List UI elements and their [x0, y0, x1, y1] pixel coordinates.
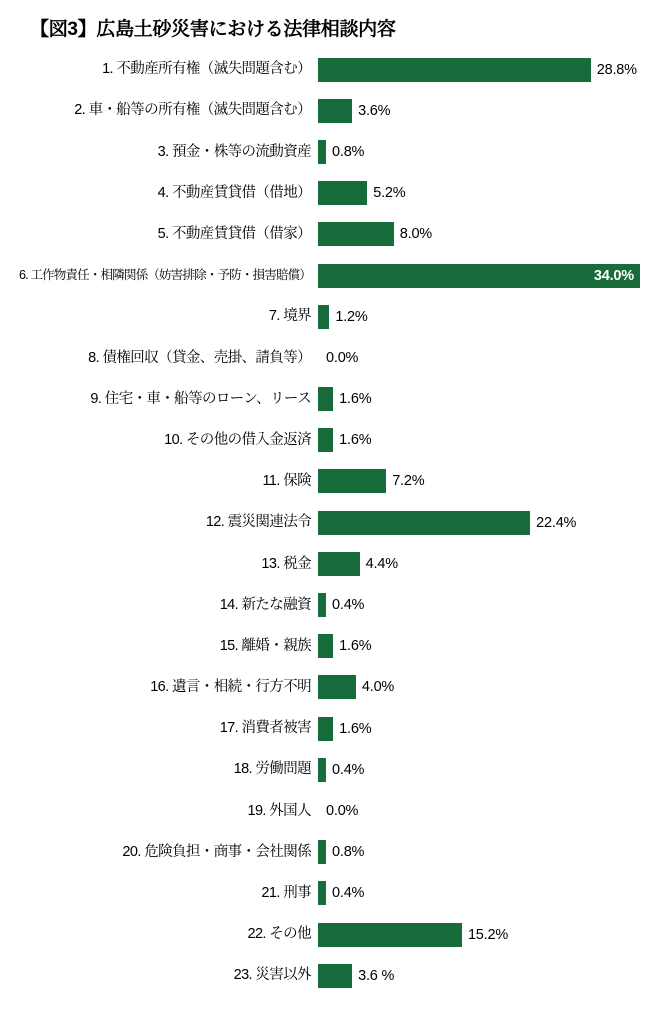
category-label: 11. 保険 — [262, 473, 311, 490]
category-label: 14. 新たな融資 — [219, 596, 311, 613]
bar-wrap — [318, 552, 398, 576]
bar-value-label: 7.2% — [392, 473, 425, 490]
bar-area — [318, 502, 662, 543]
category-label: 2. 車・船等の所有権（滅失問題含む） — [74, 102, 311, 119]
category-label: 1. 不動産所有権（滅失問題含む） — [102, 61, 311, 78]
category-label: 20. 危険負担・商事・会社関係 — [122, 843, 311, 860]
bar-wrap — [318, 634, 371, 658]
bar-wrap — [318, 305, 368, 329]
bar-area — [318, 379, 662, 420]
bar-row — [8, 296, 662, 337]
bar-wrap — [318, 964, 394, 988]
bar-value-label: 15.2% — [467, 926, 509, 943]
bar-area — [318, 873, 662, 914]
bar-value-label: 28.8% — [596, 61, 637, 78]
chart-title: 【図3】広島土砂災害における法律相談内容 — [30, 19, 396, 40]
bar-row — [8, 914, 662, 955]
bar-value-label: 0.4% — [332, 761, 365, 778]
bar-row — [8, 214, 662, 255]
bar-row — [8, 420, 662, 461]
bar-area — [318, 337, 662, 378]
bar-row — [8, 90, 662, 131]
bar-row — [8, 337, 662, 378]
bar — [318, 58, 591, 82]
bar-value-label: 0.8% — [332, 844, 365, 861]
bar-area — [318, 461, 662, 502]
category-label: 7. 境界 — [268, 308, 311, 325]
bar — [318, 222, 394, 246]
bar-wrap — [318, 469, 424, 493]
bar-wrap — [318, 511, 576, 535]
bar-area — [318, 832, 662, 873]
bar-rows — [8, 49, 662, 1025]
bar-area — [318, 214, 662, 255]
category-label: 17. 消費者被害 — [219, 720, 311, 737]
bar-row — [8, 49, 662, 90]
bar-wrap — [318, 99, 390, 123]
bar-area — [318, 49, 662, 90]
bar — [318, 964, 352, 988]
bar-row — [8, 131, 662, 172]
bar — [318, 264, 640, 288]
bar-row — [8, 749, 662, 790]
bar-wrap — [318, 923, 508, 947]
bar-value-label: 0.4% — [332, 885, 365, 902]
bar-row — [8, 584, 662, 625]
bar-row — [8, 461, 662, 502]
bar-value-label: 34.0% — [593, 267, 634, 284]
bar-row — [8, 173, 662, 214]
bar — [318, 840, 326, 864]
bar-area — [318, 90, 662, 131]
bar — [318, 511, 530, 535]
bar-row — [8, 955, 662, 996]
bar-area — [318, 543, 662, 584]
bar — [318, 428, 333, 452]
bar — [318, 181, 367, 205]
category-label: 15. 離婚・親族 — [219, 637, 311, 654]
bar-wrap — [318, 840, 364, 864]
category-label: 16. 遺言・相続・行方不明 — [150, 679, 311, 696]
bar-wrap — [318, 758, 364, 782]
bar-wrap — [318, 593, 364, 617]
bar — [318, 593, 326, 617]
bar — [318, 305, 329, 329]
category-label: 8. 債権回収（貸金、売掛、請負等） — [88, 349, 311, 366]
bar-area — [318, 667, 662, 708]
bar-value-label: 22.4% — [536, 514, 577, 531]
bar — [318, 634, 333, 658]
bar-wrap — [318, 222, 432, 246]
bar-area — [318, 708, 662, 749]
bar-area — [318, 131, 662, 172]
bar-value-label: 0.0% — [326, 802, 359, 819]
bar — [318, 99, 352, 123]
bar-wrap — [318, 717, 371, 741]
bar-area — [318, 173, 662, 214]
bar-value-label: 8.0% — [399, 226, 432, 243]
bar-wrap — [318, 799, 358, 823]
bar-row — [8, 502, 662, 543]
category-label: 21. 刑事 — [261, 885, 311, 901]
bar — [318, 923, 462, 947]
bar-row — [8, 626, 662, 667]
bar — [318, 717, 333, 741]
bar-value-label: 5.2% — [373, 185, 406, 202]
bar — [318, 881, 326, 905]
bar-row — [8, 255, 662, 296]
bar-area — [318, 914, 662, 955]
bar-value-label: 4.0% — [361, 679, 395, 696]
bar-row — [8, 708, 662, 749]
bar-value-label: 4.4% — [365, 555, 398, 572]
bar — [318, 469, 386, 493]
category-label: 5. 不動産賃貸借（借家） — [157, 226, 311, 242]
category-label: 6. 工作物責任・相隣関係（妨害排除・予防・損害賠償） — [19, 268, 311, 283]
bar-wrap — [318, 264, 640, 288]
bar-wrap — [318, 881, 364, 905]
bar — [318, 552, 360, 576]
category-label: 13. 税金 — [261, 555, 311, 572]
bar-row — [8, 832, 662, 873]
bar-wrap — [318, 346, 358, 370]
bar-value-label: 0.0% — [326, 349, 359, 366]
bar — [318, 758, 326, 782]
bar-value-label: 1.6% — [339, 432, 372, 449]
bar — [318, 675, 356, 699]
bar-area — [318, 955, 662, 996]
bar-value-label: 1.6% — [339, 720, 372, 737]
category-label: 23. 災害以外 — [233, 967, 311, 984]
bar-wrap — [318, 675, 394, 699]
bar-value-label: 1.6% — [339, 638, 372, 655]
bar-area — [318, 584, 662, 625]
bar-row — [8, 379, 662, 420]
bar-value-label: 0.8% — [332, 143, 365, 160]
bar-row — [8, 790, 662, 831]
bar-wrap — [318, 58, 637, 82]
bar-wrap — [318, 387, 371, 411]
category-label: 19. 外国人 — [247, 802, 311, 819]
category-label: 18. 労働問題 — [233, 761, 311, 778]
bar-wrap — [318, 140, 364, 164]
bar-area — [318, 790, 662, 831]
bar-area — [318, 626, 662, 667]
bar — [318, 140, 326, 164]
category-label: 4. 不動産賃貸借（借地） — [157, 184, 311, 201]
category-label: 12. 震災関連法令 — [205, 514, 311, 531]
bar-wrap — [318, 428, 371, 452]
bar-row — [8, 667, 662, 708]
bar-area — [318, 255, 662, 296]
bar-value-label: 1.6% — [339, 391, 372, 408]
bar-row — [8, 543, 662, 584]
bar-area — [318, 420, 662, 461]
category-label: 9. 住宅・車・船等のローン、リース — [90, 390, 311, 407]
bar-area — [318, 749, 662, 790]
category-label: 22. その他 — [247, 926, 311, 943]
bar-value-label: 0.4% — [332, 597, 365, 614]
category-label: 10. その他の借入金返済 — [164, 431, 311, 448]
bar-value-label: 1.2% — [335, 308, 368, 325]
bar-wrap — [318, 181, 405, 205]
bar-value-label: 3.6% — [358, 102, 391, 119]
bar-value-label: 3.6 % — [358, 967, 395, 984]
bar-row — [8, 873, 662, 914]
bar — [318, 387, 333, 411]
bar-area — [318, 296, 662, 337]
category-label: 3. 預金・株等の流動資産 — [157, 143, 311, 160]
